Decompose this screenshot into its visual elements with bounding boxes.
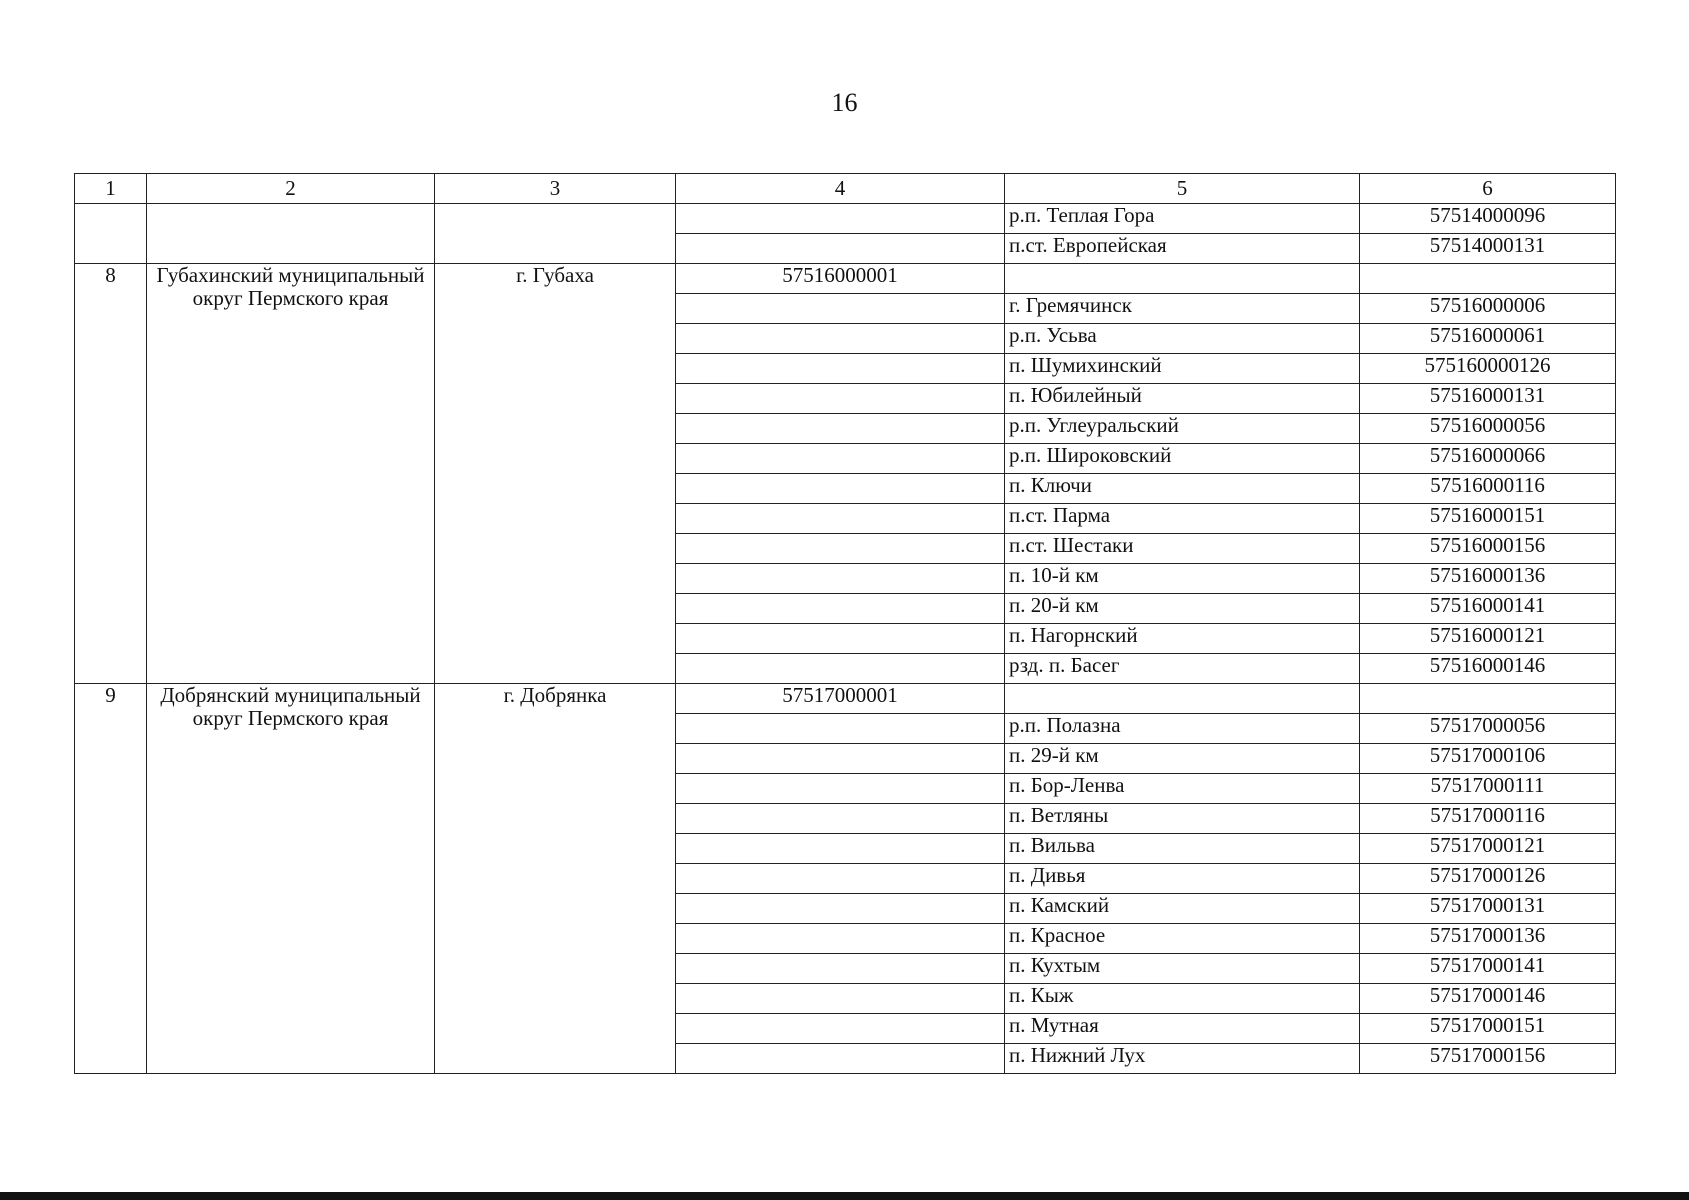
district-name-cell [147,204,435,264]
center-code-cell [676,444,1005,474]
settlement-cell: п. Ключи [1005,474,1360,504]
center-code-cell [676,414,1005,444]
settlements-table [74,173,1616,1074]
oktmo-code-cell: 57516000061 [1360,324,1616,354]
settlement-cell: п.ст. Европейская [1005,234,1360,264]
oktmo-code-cell: 57517000156 [1360,1044,1616,1074]
center-code-cell [676,354,1005,384]
header-row [75,174,1616,204]
settlement-cell: п. Юбилейный [1005,384,1360,414]
oktmo-code-cell: 57516000066 [1360,444,1616,474]
oktmo-code-cell [1360,684,1616,714]
admin-center-cell: г. Губаха [435,264,676,684]
oktmo-code-cell: 57517000141 [1360,954,1616,984]
center-code-cell [676,234,1005,264]
column-header: 1 [75,174,147,204]
scan-edge [0,1192,1689,1200]
settlement-cell: п. Кухтым [1005,954,1360,984]
oktmo-code-cell: 57517000056 [1360,714,1616,744]
center-code-cell [676,954,1005,984]
center-code-cell [676,654,1005,684]
oktmo-code-cell: 57516000131 [1360,384,1616,414]
settlement-cell: п. 10-й км [1005,564,1360,594]
settlement-cell: п. Вильва [1005,834,1360,864]
column-header: 6 [1360,174,1616,204]
center-code-cell [676,504,1005,534]
center-code-cell [676,564,1005,594]
oktmo-code-cell: 57516000121 [1360,624,1616,654]
center-code-cell [676,864,1005,894]
settlement-cell: р.п. Углеуральский [1005,414,1360,444]
oktmo-code-cell: 57517000151 [1360,1014,1616,1044]
center-code-cell [676,774,1005,804]
settlement-cell: р.п. Широковский [1005,444,1360,474]
center-code-cell [676,534,1005,564]
oktmo-code-cell: 575160000126 [1360,354,1616,384]
oktmo-code-cell: 57517000111 [1360,774,1616,804]
center-code-cell: 57516000001 [676,264,1005,294]
group-row [75,684,1616,714]
column-header: 4 [676,174,1005,204]
center-code-cell [676,714,1005,744]
settlement-cell: п. Ветляны [1005,804,1360,834]
settlement-cell: п. Нагорнский [1005,624,1360,654]
oktmo-code-cell [1360,264,1616,294]
settlement-cell: р.п. Усьва [1005,324,1360,354]
number-cell: 8 [75,264,147,684]
settlement-cell [1005,684,1360,714]
oktmo-code-cell: 57517000131 [1360,894,1616,924]
number-cell: 9 [75,684,147,1074]
table-row [75,204,1616,234]
district-name-cell: Губахинский муниципальный округ Пермского края [147,264,435,684]
settlement-cell: п.ст. Шестаки [1005,534,1360,564]
settlement-cell: п. 20-й км [1005,594,1360,624]
settlement-cell: п. Бор-Ленва [1005,774,1360,804]
group-row [75,264,1616,294]
settlement-cell: р.п. Теплая Гора [1005,204,1360,234]
center-code-cell: 57517000001 [676,684,1005,714]
settlement-cell: п. Дивья [1005,864,1360,894]
oktmo-code-cell: 57514000096 [1360,204,1616,234]
settlement-cell: рзд. п. Басег [1005,654,1360,684]
column-header: 3 [435,174,676,204]
admin-center-cell [435,204,676,264]
district-name-cell: Добрянский муниципальный округ Пермского края [147,684,435,1074]
center-code-cell [676,294,1005,324]
center-code-cell [676,744,1005,774]
settlement-cell: п. Красное [1005,924,1360,954]
center-code-cell [676,204,1005,234]
oktmo-code-cell: 57517000116 [1360,804,1616,834]
center-code-cell [676,924,1005,954]
center-code-cell [676,894,1005,924]
settlement-cell: п. Камский [1005,894,1360,924]
settlement-cell: п.ст. Парма [1005,504,1360,534]
settlement-cell: п. 29-й км [1005,744,1360,774]
oktmo-code-cell: 57517000146 [1360,984,1616,1014]
center-code-cell [676,324,1005,354]
settlement-cell [1005,264,1360,294]
column-header: 5 [1005,174,1360,204]
oktmo-code-cell: 57516000141 [1360,594,1616,624]
settlement-cell: р.п. Полазна [1005,714,1360,744]
oktmo-code-cell: 57514000131 [1360,234,1616,264]
center-code-cell [676,474,1005,504]
settlement-cell: п. Шумихинский [1005,354,1360,384]
oktmo-code-cell: 57517000121 [1360,834,1616,864]
center-code-cell [676,594,1005,624]
oktmo-code-cell: 57517000136 [1360,924,1616,954]
oktmo-code-cell: 57516000156 [1360,534,1616,564]
oktmo-code-cell: 57516000056 [1360,414,1616,444]
center-code-cell [676,384,1005,414]
center-code-cell [676,834,1005,864]
oktmo-code-cell: 57516000116 [1360,474,1616,504]
settlement-cell: г. Гремячинск [1005,294,1360,324]
settlement-cell: п. Кыж [1005,984,1360,1014]
center-code-cell [676,1014,1005,1044]
page-number: 16 [831,88,858,117]
admin-center-cell: г. Добрянка [435,684,676,1074]
center-code-cell [676,624,1005,654]
settlement-cell: п. Нижний Лух [1005,1044,1360,1074]
oktmo-code-cell: 57517000126 [1360,864,1616,894]
oktmo-code-cell: 57516000006 [1360,294,1616,324]
oktmo-code-cell: 57516000151 [1360,504,1616,534]
center-code-cell [676,1044,1005,1074]
oktmo-code-cell: 57516000146 [1360,654,1616,684]
oktmo-code-cell: 57516000136 [1360,564,1616,594]
oktmo-code-cell: 57517000106 [1360,744,1616,774]
column-header: 2 [147,174,435,204]
center-code-cell [676,984,1005,1014]
center-code-cell [676,804,1005,834]
settlement-cell: п. Мутная [1005,1014,1360,1044]
number-cell [75,204,147,264]
